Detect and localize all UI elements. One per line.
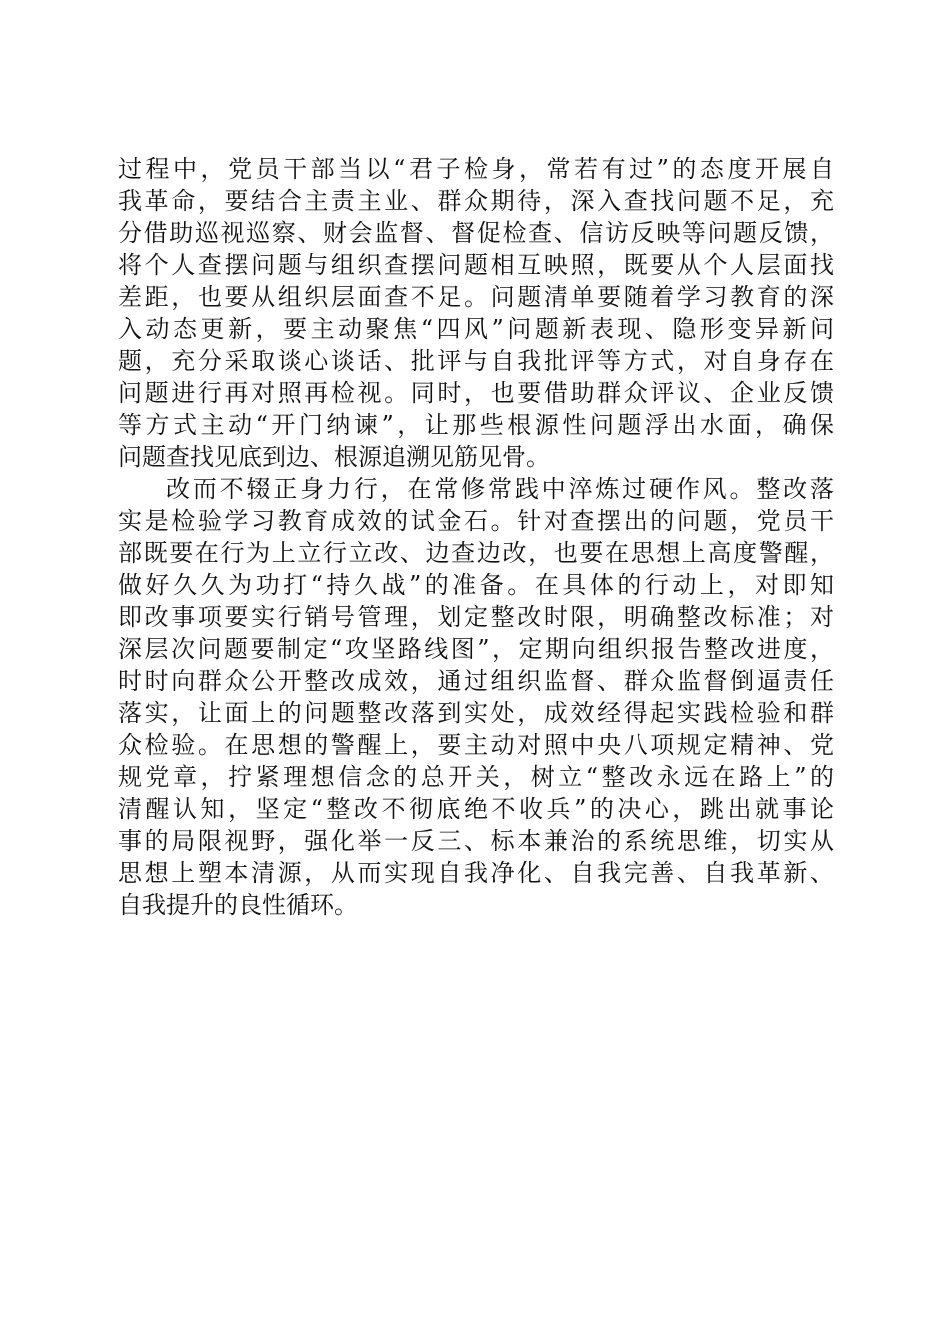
paragraph-2-line: 做好久久为功打“持久战”的准备。在具体的行动上，对即知 (118, 571, 834, 599)
paragraph-1-line: 差距，也要从组织层面查不足。问题清单要随着学习教育的深 (118, 283, 834, 311)
paragraph-1 (118, 153, 834, 473)
paragraph-2-line: 事的局限视野，强化举一反三、标本兼治的系统思维，切实从 (118, 827, 834, 855)
paragraph-1-line: 分借助巡视巡察、财会监督、督促检查、信访反映等问题反馈， (118, 219, 834, 247)
paragraph-1-line: 过程中，党员干部当以“君子检身，常若有过”的态度开展自 (118, 155, 834, 183)
paragraph-2-line: 众检验。在思想的警醒上，要主动对照中央八项规定精神、党 (118, 731, 834, 759)
paragraph-2-line: 改而不辍正身力行，在常修常践中淬炼过硬作风。整改落 (166, 475, 834, 503)
paragraph-2-line: 深层次问题要制定“攻坚路线图”，定期向组织报告整改进度， (118, 635, 834, 663)
paragraph-2-line: 清醒认知，坚定“整改不彻底绝不收兵”的决心，跳出就事论 (118, 795, 834, 823)
paragraph-1-line: 将个人查摆问题与组织查摆问题相互映照，既要从个人层面找 (118, 251, 834, 279)
paragraph-2-line: 即改事项要实行销号管理，划定整改时限，明确整改标准；对 (118, 603, 834, 631)
paragraph-1-line: 等方式主动“开门纳谏”，让那些根源性问题浮出水面，确保 (118, 411, 834, 439)
paragraph-2-line: 思想上塑本清源，从而实现自我净化、自我完善、自我革新、 (118, 859, 834, 887)
paragraph-2-line: 落实，让面上的问题整改落到实处，成效经得起实践检验和群 (118, 699, 834, 727)
paragraph-2 (118, 473, 834, 921)
paragraph-2-line: 实是检验学习教育成效的试金石。针对查摆出的问题，党员干 (118, 507, 834, 535)
paragraph-1-line: 题，充分采取谈心谈话、批评与自我批评等方式，对自身存在 (118, 347, 834, 375)
document-body (118, 153, 834, 921)
paragraph-1-line: 问题进行再对照再检视。同时，也要借助群众评议、企业反馈 (118, 379, 834, 407)
paragraph-1-line: 问题查找见底到边、根源追溯见筋见骨。 (118, 443, 550, 471)
paragraph-1-line: 我革命，要结合主责主业、群众期待，深入查找问题不足，充 (118, 187, 834, 215)
paragraph-1-line: 入动态更新，要主动聚焦“四风”问题新表现、隐形变异新问 (118, 315, 834, 343)
paragraph-2-line: 时时向群众公开整改成效，通过组织监督、群众监督倒逼责任 (118, 667, 834, 695)
paragraph-2-line: 规党章，拧紧理想信念的总开关，树立“整改永远在路上”的 (118, 763, 834, 791)
paragraph-2-line: 自我提升的良性循环。 (118, 891, 358, 919)
paragraph-2-line: 部既要在行为上立行立改、边查边改，也要在思想上高度警醒， (118, 539, 834, 567)
